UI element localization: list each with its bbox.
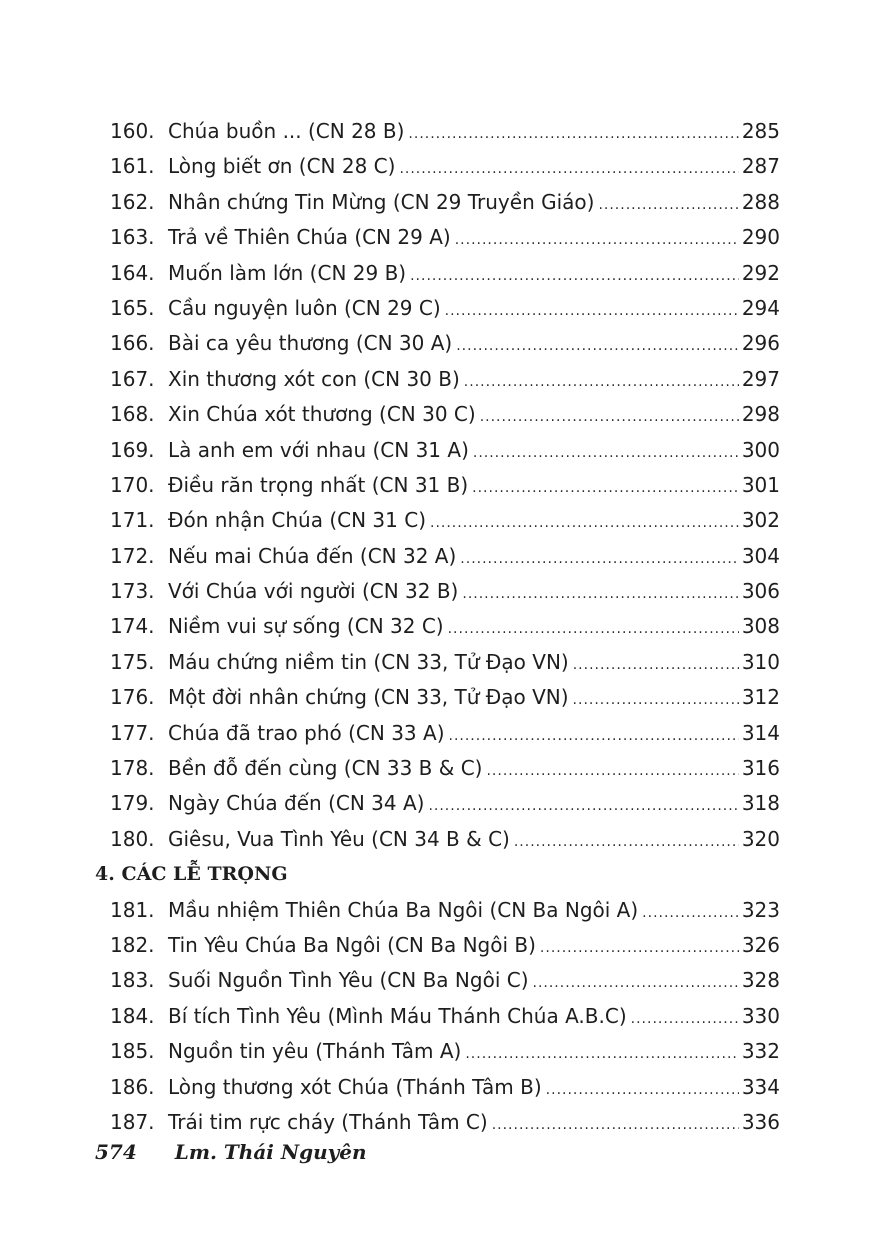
toc-entry bbox=[0, 609, 875, 644]
entry-number: 165. bbox=[110, 295, 155, 320]
entry-number: 178. bbox=[110, 756, 155, 781]
entry-page-number: 332 bbox=[741, 1039, 780, 1064]
entry-number: 182. bbox=[110, 932, 155, 957]
entry-title: Niềm vui sự sống (CN 32 C) bbox=[168, 614, 444, 639]
dot-leader bbox=[486, 754, 738, 789]
toc-entry bbox=[0, 999, 875, 1034]
entry-number: 160. bbox=[110, 119, 155, 143]
entry-number: 161. bbox=[110, 154, 155, 179]
entry-title: Điều răn trọng nhất (CN 31 B) bbox=[168, 472, 469, 497]
entry-page-number: 312 bbox=[741, 685, 780, 710]
entry-number: 180. bbox=[110, 826, 155, 851]
dot-leader bbox=[408, 117, 738, 152]
toc-entry bbox=[0, 433, 875, 468]
dot-leader bbox=[464, 365, 739, 400]
entry-title: Bền đỗ đến cùng (CN 33 B & C) bbox=[168, 756, 483, 781]
entry-number: 177. bbox=[110, 720, 155, 745]
entry-title: Xin Chúa xót thương (CN 30 C) bbox=[168, 402, 476, 427]
toc-entry bbox=[0, 1034, 875, 1069]
entry-title: Nếu mai Chúa đến (CN 32 A) bbox=[168, 543, 457, 568]
dot-leader bbox=[492, 1108, 739, 1143]
entry-page-number: 310 bbox=[741, 649, 780, 674]
entry-page-number: 304 bbox=[741, 543, 780, 568]
entry-page-number: 290 bbox=[741, 225, 780, 250]
dot-leader bbox=[449, 719, 739, 754]
toc-entry bbox=[0, 751, 875, 786]
entry-body bbox=[168, 680, 780, 718]
entry-title: Xin thương xót con (CN 30 B) bbox=[168, 366, 460, 391]
entry-body bbox=[168, 326, 780, 364]
entry-page-number: 320 bbox=[741, 826, 780, 851]
entry-page-number: 285 bbox=[741, 119, 780, 143]
entry-body bbox=[168, 928, 780, 966]
entry-number: 168. bbox=[110, 402, 155, 427]
page-footer bbox=[95, 1140, 367, 1164]
dot-leader bbox=[456, 329, 739, 364]
dot-leader bbox=[514, 825, 739, 860]
entry-title: Máu chứng niềm tin (CN 33, Tử Đạo VN) bbox=[168, 649, 569, 674]
entry-page-number: 296 bbox=[741, 331, 780, 356]
entry-page-number: 308 bbox=[741, 614, 780, 639]
entry-number: 175. bbox=[110, 649, 155, 674]
entry-title: Mầu nhiệm Thiên Chúa Ba Ngôi (CN Ba Ngôi A) bbox=[168, 897, 639, 922]
entry-number: 185. bbox=[110, 1039, 155, 1064]
entry-page-number: 328 bbox=[741, 968, 780, 993]
entry-page-number: 326 bbox=[741, 932, 780, 957]
toc-entry bbox=[0, 149, 875, 184]
dot-leader bbox=[462, 577, 738, 612]
toc-entry bbox=[0, 503, 875, 538]
entry-body bbox=[168, 786, 780, 824]
entry-title: Trả về Thiên Chúa (CN 29 A) bbox=[168, 225, 451, 250]
entry-title: Một đời nhân chứng (CN 33, Tử Đạo VN) bbox=[168, 685, 569, 710]
entry-number: 164. bbox=[110, 260, 155, 285]
entry-body bbox=[168, 433, 780, 471]
dot-leader bbox=[540, 931, 739, 966]
footer-author: Lm. Thái Nguyên bbox=[174, 1140, 367, 1164]
toc-entry bbox=[0, 963, 875, 998]
entry-body bbox=[168, 963, 780, 1001]
entry-title: Lòng biết ơn (CN 28 C) bbox=[168, 154, 396, 179]
entry-body bbox=[168, 1034, 780, 1072]
dot-leader bbox=[573, 648, 739, 683]
dot-leader bbox=[430, 506, 739, 541]
entry-number: 183. bbox=[110, 968, 155, 993]
entry-body bbox=[168, 609, 780, 647]
entry-title: Chúa buồn ... (CN 28 B) bbox=[168, 119, 405, 143]
entry-page-number: 298 bbox=[741, 402, 780, 427]
toc-entry bbox=[0, 362, 875, 397]
dot-leader bbox=[480, 400, 739, 435]
entry-number: 171. bbox=[110, 508, 155, 533]
entry-title: Đón nhận Chúa (CN 31 C) bbox=[168, 508, 426, 533]
dot-leader bbox=[428, 789, 738, 824]
toc-entry bbox=[0, 220, 875, 255]
entry-body bbox=[168, 574, 780, 612]
section-heading: 4. CÁC LỄ TRỌNG bbox=[95, 863, 288, 886]
entry-page-number: 302 bbox=[741, 508, 780, 533]
toc-entry bbox=[0, 291, 875, 326]
dot-leader bbox=[399, 152, 738, 187]
entry-number: 172. bbox=[110, 543, 155, 568]
toc-entry bbox=[0, 645, 875, 680]
table-of-contents bbox=[0, 114, 875, 1140]
entry-page-number: 334 bbox=[741, 1074, 780, 1099]
entry-title: Chúa đã trao phó (CN 33 A) bbox=[168, 720, 445, 745]
dot-leader bbox=[546, 1073, 739, 1108]
toc-entry bbox=[0, 574, 875, 609]
entry-body bbox=[168, 1105, 780, 1143]
entry-title: Nhân chứng Tin Mừng (CN 29 Truyền Giáo) bbox=[168, 189, 595, 214]
dot-leader bbox=[598, 188, 738, 223]
dot-leader bbox=[642, 896, 739, 931]
entry-body bbox=[168, 149, 780, 187]
toc-entry bbox=[0, 326, 875, 361]
entry-number: 170. bbox=[110, 472, 155, 497]
entry-page-number: 330 bbox=[741, 1003, 780, 1028]
entry-number: 184. bbox=[110, 1003, 155, 1028]
entry-body bbox=[168, 645, 780, 683]
entry-body bbox=[168, 468, 780, 506]
entry-number: 162. bbox=[110, 189, 155, 214]
entry-body bbox=[168, 291, 780, 329]
entry-body bbox=[168, 751, 780, 789]
entry-title: Nguồn tin yêu (Thánh Tâm A) bbox=[168, 1039, 462, 1064]
entry-body bbox=[168, 220, 780, 258]
entry-number: 186. bbox=[110, 1074, 155, 1099]
entry-body bbox=[168, 822, 780, 860]
entry-body bbox=[168, 185, 780, 223]
toc-entry bbox=[0, 539, 875, 574]
entry-number: 187. bbox=[110, 1109, 155, 1134]
entry-page-number: 294 bbox=[741, 295, 780, 320]
entry-page-number: 318 bbox=[741, 791, 780, 816]
entry-body bbox=[168, 539, 780, 577]
entry-title: Ngày Chúa đến (CN 34 A) bbox=[168, 791, 425, 816]
toc-entries-list bbox=[0, 114, 875, 857]
entry-page-number: 300 bbox=[741, 437, 780, 462]
entry-title: Tin Yêu Chúa Ba Ngôi (CN Ba Ngôi B) bbox=[168, 932, 536, 957]
entry-number: 181. bbox=[110, 897, 155, 922]
entry-title: Cầu nguyện luôn (CN 29 C) bbox=[168, 295, 441, 320]
entry-body bbox=[168, 503, 780, 541]
dot-leader bbox=[465, 1037, 738, 1072]
toc-entry bbox=[0, 786, 875, 821]
entry-body bbox=[168, 362, 780, 400]
entry-title: Giêsu, Vua Tình Yêu (CN 34 B & C) bbox=[168, 826, 510, 851]
entry-page-number: 336 bbox=[741, 1109, 780, 1134]
entry-title: Muốn làm lớn (CN 29 B) bbox=[168, 260, 407, 285]
dot-leader bbox=[473, 436, 739, 471]
entry-page-number: 288 bbox=[741, 189, 780, 214]
entry-body bbox=[168, 114, 780, 152]
toc-entry bbox=[0, 928, 875, 963]
entry-body bbox=[168, 893, 780, 931]
dot-leader bbox=[573, 683, 739, 718]
entry-title: Bí tích Tình Yêu (Mình Máu Thánh Chúa A.B.C) bbox=[168, 1003, 627, 1028]
entry-body bbox=[168, 397, 780, 435]
entry-number: 167. bbox=[110, 366, 155, 391]
entry-number: 176. bbox=[110, 685, 155, 710]
entry-page-number: 316 bbox=[741, 756, 780, 781]
dot-leader bbox=[631, 1002, 739, 1037]
entry-number: 174. bbox=[110, 614, 155, 639]
entry-number: 166. bbox=[110, 331, 155, 356]
entry-body bbox=[168, 716, 780, 754]
entry-page-number: 287 bbox=[741, 154, 780, 179]
entry-title: Với Chúa với người (CN 32 B) bbox=[168, 579, 459, 604]
dot-leader bbox=[472, 471, 739, 506]
entry-page-number: 323 bbox=[741, 897, 780, 922]
entry-title: Lòng thương xót Chúa (Thánh Tâm B) bbox=[168, 1074, 542, 1099]
entry-title: Là anh em với nhau (CN 31 A) bbox=[168, 437, 469, 462]
toc-section-entries-list bbox=[0, 893, 875, 1141]
dot-leader bbox=[410, 259, 739, 294]
entry-page-number: 314 bbox=[741, 720, 780, 745]
toc-entry bbox=[0, 468, 875, 503]
toc-entry bbox=[0, 185, 875, 220]
entry-page-number: 292 bbox=[741, 260, 780, 285]
entry-body bbox=[168, 999, 780, 1037]
entry-page-number: 306 bbox=[741, 579, 780, 604]
dot-leader bbox=[460, 542, 739, 577]
toc-entry bbox=[0, 114, 875, 149]
entry-number: 173. bbox=[110, 579, 155, 604]
entry-title: Suối Nguồn Tình Yêu (CN Ba Ngôi C) bbox=[168, 968, 529, 993]
dot-leader bbox=[533, 966, 739, 1001]
toc-entry bbox=[0, 1105, 875, 1140]
toc-entry bbox=[0, 680, 875, 715]
toc-entry bbox=[0, 716, 875, 751]
entry-title: Bài ca yêu thương (CN 30 A) bbox=[168, 331, 453, 356]
entry-title: Trái tim rực cháy (Thánh Tâm C) bbox=[168, 1109, 488, 1134]
entry-number: 179. bbox=[110, 791, 155, 816]
toc-entry bbox=[0, 822, 875, 857]
toc-entry bbox=[0, 893, 875, 928]
entry-number: 163. bbox=[110, 225, 155, 250]
toc-entry bbox=[0, 397, 875, 432]
footer-page-number: 574 bbox=[95, 1140, 137, 1164]
toc-entry bbox=[0, 256, 875, 291]
entry-body bbox=[168, 256, 780, 294]
dot-leader bbox=[445, 294, 739, 329]
entry-number: 169. bbox=[110, 437, 155, 462]
dot-leader bbox=[448, 612, 739, 647]
entry-page-number: 301 bbox=[741, 472, 780, 497]
entry-page-number: 297 bbox=[741, 366, 780, 391]
dot-leader bbox=[455, 223, 739, 258]
entry-body bbox=[168, 1070, 780, 1108]
toc-entry bbox=[0, 1070, 875, 1105]
